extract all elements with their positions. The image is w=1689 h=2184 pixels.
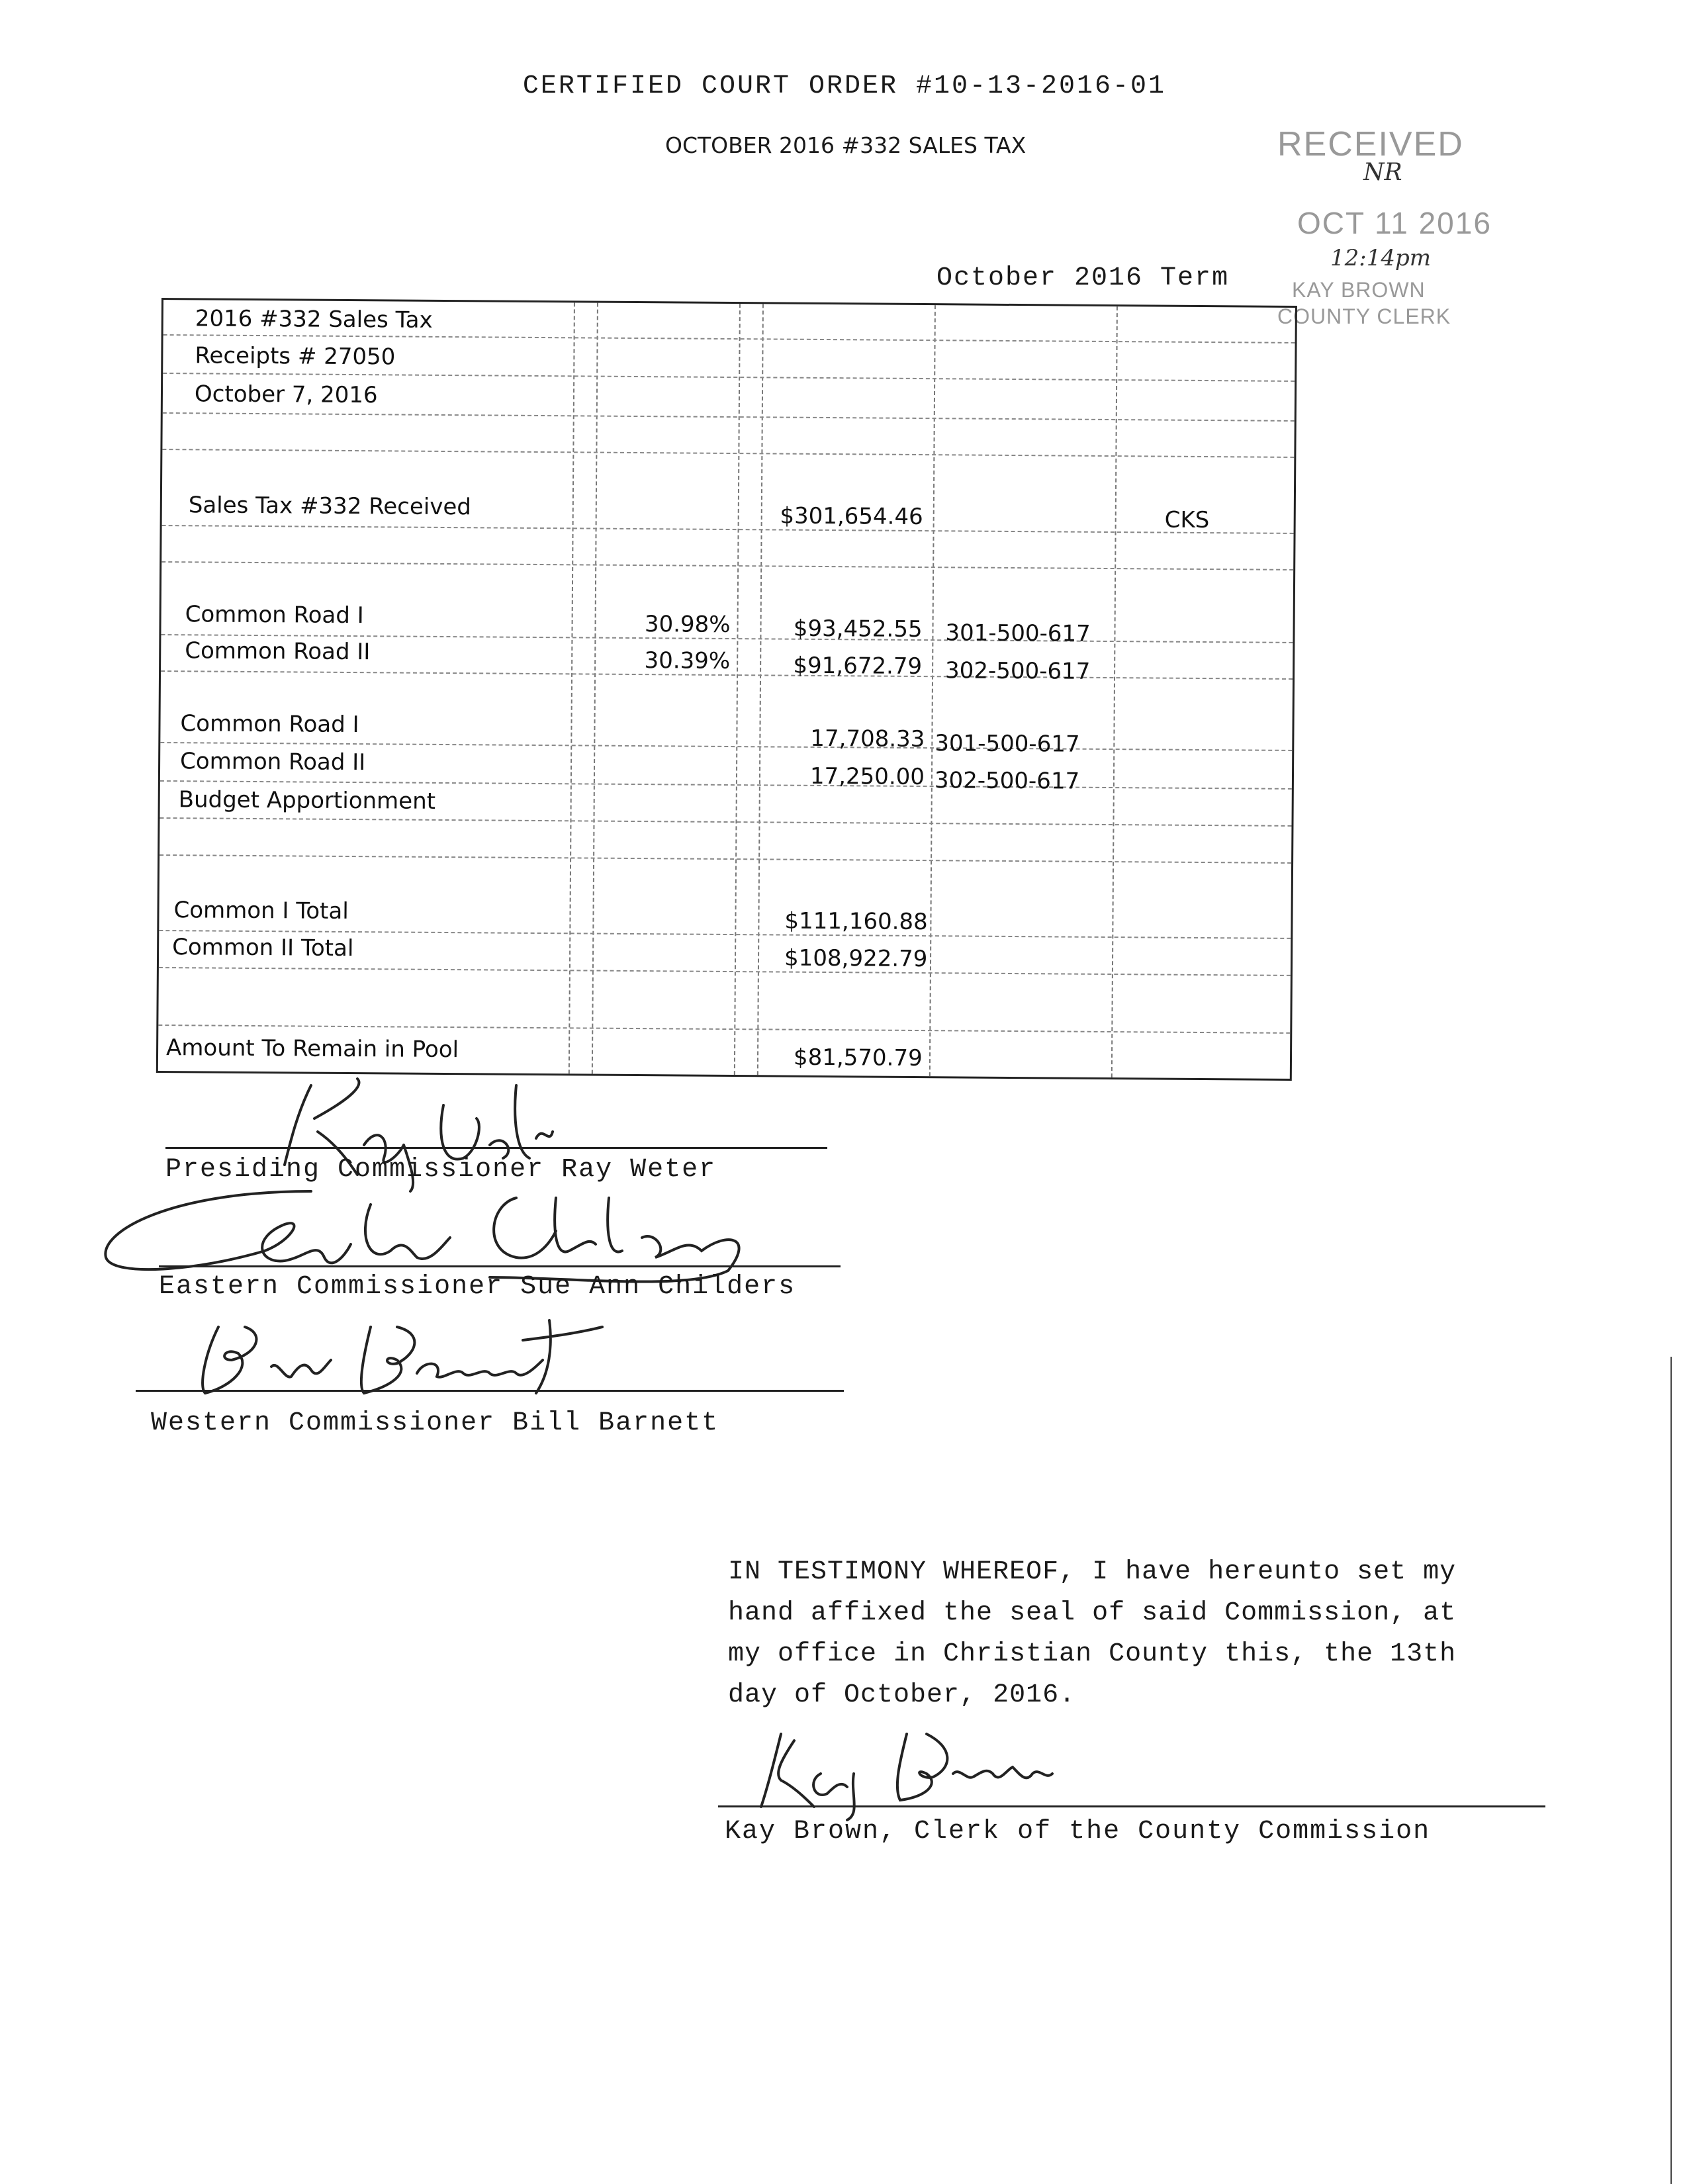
term-label: October 2016 Term bbox=[936, 263, 1230, 293]
ledger-column-divider bbox=[592, 303, 598, 1074]
eastern-commissioner-label: Eastern Commissioner Sue Ann Childers bbox=[159, 1272, 796, 1302]
distribution-amount: $91,672.79 bbox=[793, 652, 923, 680]
signature-line-presiding bbox=[165, 1147, 827, 1149]
presiding-commissioner-label: Presiding Commissioner Ray Weter bbox=[165, 1155, 717, 1185]
scan-edge-line bbox=[1670, 1357, 1672, 2184]
stamp-time: 12:14pm bbox=[1330, 245, 1431, 271]
ledger-column-divider bbox=[569, 302, 575, 1073]
ledger-date: October 7, 2016 bbox=[194, 381, 378, 409]
stamp-office: COUNTY CLERK bbox=[1277, 304, 1451, 328]
received-label: Sales Tax #332 Received bbox=[188, 492, 472, 521]
order-title: CERTIFIED COURT ORDER #10-13-2016-01 bbox=[522, 71, 1167, 101]
total-label: Common I Total bbox=[173, 897, 349, 925]
signature-line-western bbox=[136, 1390, 844, 1392]
signature-line-clerk bbox=[718, 1805, 1545, 1807]
distribution-percent: 30.98% bbox=[644, 611, 731, 639]
total-amount: $111,160.88 bbox=[784, 907, 928, 936]
ledger-row-rule bbox=[160, 817, 1292, 827]
budget-account: 301-500-617 bbox=[935, 730, 1080, 758]
ledger-row-rule bbox=[162, 449, 1294, 458]
pool-amount: $81,570.79 bbox=[793, 1044, 923, 1072]
ledger-column-divider bbox=[757, 304, 764, 1075]
budget-account: 302-500-617 bbox=[934, 767, 1080, 795]
distribution-amount: $93,452.55 bbox=[793, 615, 923, 643]
western-commissioner-label: Western Commissioner Bill Barnett bbox=[151, 1408, 719, 1438]
stamp-initials: NR bbox=[1363, 159, 1402, 186]
ledger-row-rule bbox=[158, 1024, 1290, 1034]
signature-kay-brown bbox=[741, 1721, 1085, 1813]
distribution-label: Common Road I bbox=[185, 601, 364, 629]
ledger-column-divider bbox=[734, 304, 741, 1075]
testimony-paragraph bbox=[728, 1552, 1575, 1716]
signature-bill-barnett bbox=[192, 1314, 629, 1406]
ledger-row-rule bbox=[161, 561, 1293, 570]
ledger-row-rule bbox=[163, 412, 1295, 422]
ledger-column-divider bbox=[929, 305, 936, 1076]
received-note: CKS bbox=[1164, 506, 1210, 534]
received-stamp bbox=[1277, 119, 1502, 344]
testimony-line: IN TESTIMONY WHEREOF, I have hereunto set my bbox=[728, 1557, 1457, 1587]
pool-label: Amount To Remain in Pool bbox=[165, 1034, 459, 1064]
stamp-date: OCT 11 2016 bbox=[1297, 206, 1492, 240]
ledger-receipts: Receipts # 27050 bbox=[195, 342, 396, 371]
clerk-label: Kay Brown, Clerk of the County Commission bbox=[725, 1817, 1431, 1846]
testimony-line: my office in Christian County this, the 13th bbox=[728, 1639, 1457, 1669]
received-amount: $301,654.46 bbox=[780, 502, 923, 531]
ledger-column-divider bbox=[1111, 306, 1118, 1077]
ledger-row-rule bbox=[163, 334, 1295, 343]
budget-label: Common Road II bbox=[179, 748, 366, 776]
ledger-row-rule bbox=[159, 967, 1291, 976]
distribution-label: Common Road II bbox=[185, 637, 371, 666]
sales-tax-ledger bbox=[156, 298, 1297, 1081]
signature-sue-ann-childers bbox=[93, 1178, 761, 1284]
total-label: Common II Total bbox=[172, 934, 354, 962]
signature-line-eastern bbox=[159, 1265, 841, 1267]
budget-apportionment-label: Budget Apportionment bbox=[178, 786, 436, 815]
ledger-row-rule bbox=[160, 854, 1291, 864]
ledger-title: 2016 #332 Sales Tax bbox=[195, 305, 433, 334]
ledger-row-rule bbox=[163, 373, 1295, 382]
stamp-clerk: KAY BROWN bbox=[1292, 278, 1426, 302]
budget-amount: 17,250.00 bbox=[809, 762, 925, 791]
total-amount: $108,922.79 bbox=[784, 944, 928, 973]
distribution-account: 302-500-617 bbox=[944, 657, 1091, 685]
stamp-received: RECEIVED bbox=[1277, 125, 1464, 163]
testimony-line: hand affixed the seal of said Commission, at bbox=[728, 1598, 1457, 1628]
order-subtitle: OCTOBER 2016 #332 SALES TAX bbox=[665, 132, 1027, 158]
ledger-row-rule bbox=[162, 525, 1294, 534]
distribution-percent: 30.39% bbox=[644, 647, 731, 675]
distribution-account: 301-500-617 bbox=[945, 619, 1091, 647]
budget-label: Common Road I bbox=[180, 710, 359, 739]
budget-amount: 17,708.33 bbox=[810, 725, 925, 753]
testimony-line: day of October, 2016. bbox=[728, 1680, 1076, 1710]
